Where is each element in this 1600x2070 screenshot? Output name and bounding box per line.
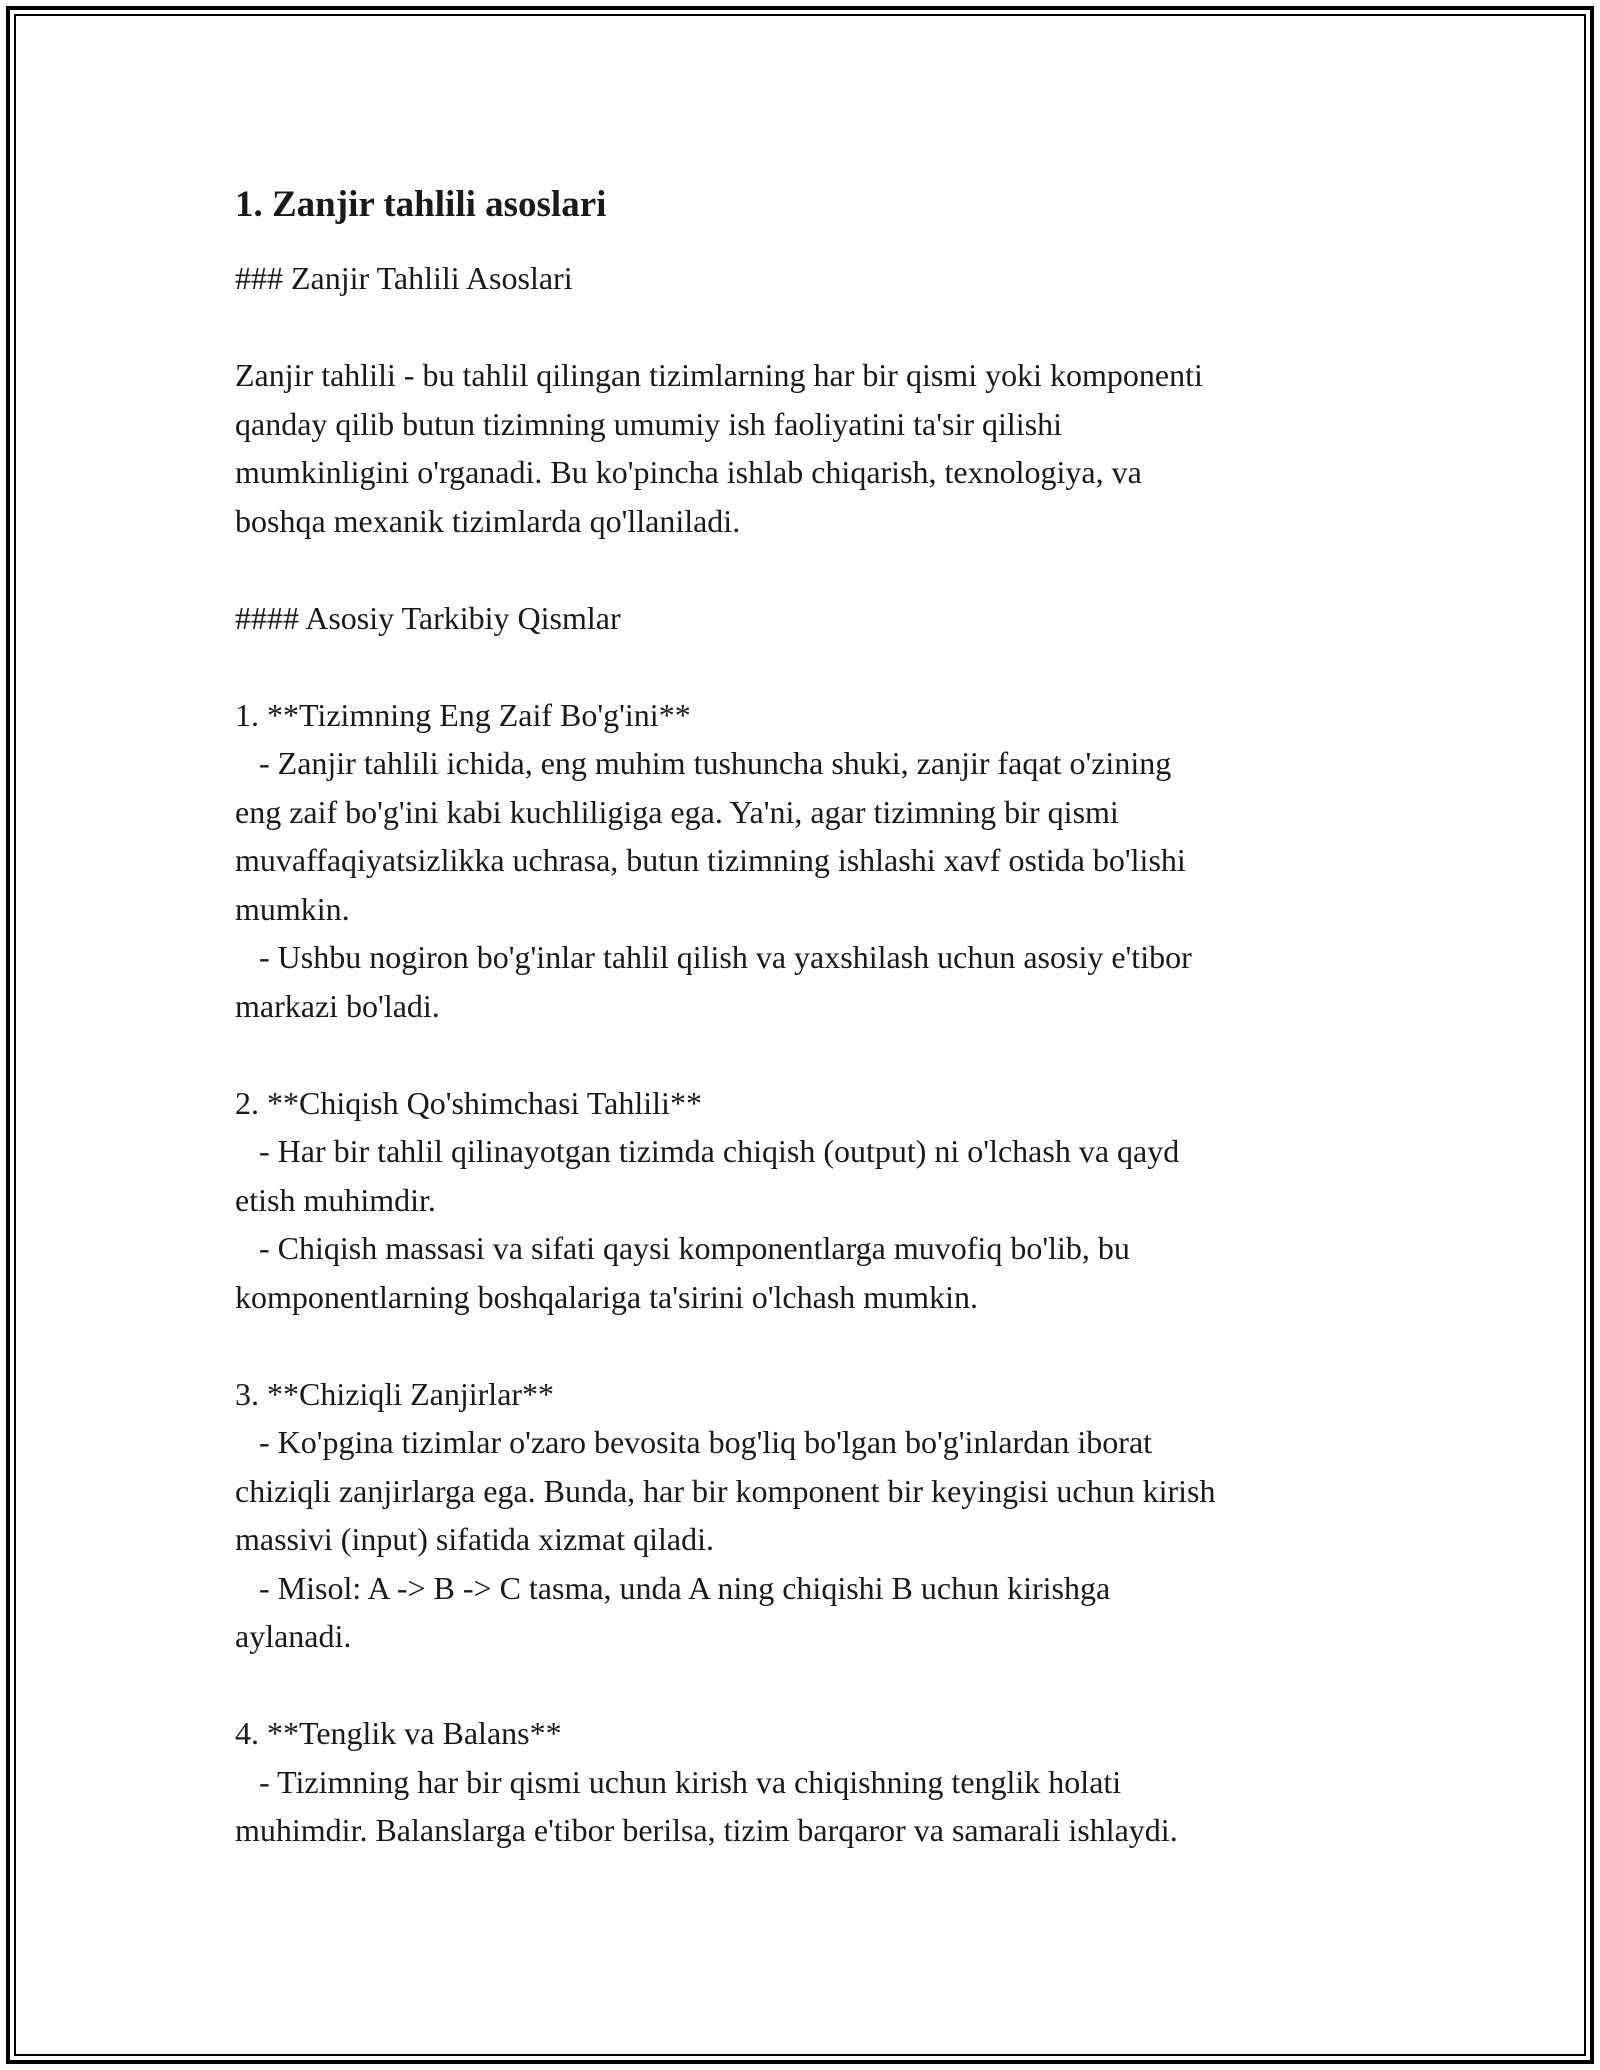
- text-line: - Ko'pgina tizimlar o'zaro bevosita bog'liq bo'lgan bo'g'inlardan iborat: [235, 1424, 1153, 1460]
- text-line: ### Zanjir Tahlili Asoslari: [235, 260, 573, 296]
- text-line: Zanjir tahlili - bu tahlil qilingan tizimlarning har bir qismi yoki komponenti: [235, 357, 1203, 393]
- text-line: - Misol: A -> B -> C tasma, unda A ning chiqishi B uchun kirishga: [235, 1569, 1111, 1606]
- blank-line: [235, 1030, 1385, 1079]
- text-line: muvaffaqiyatsizlikka uchrasa, butun tizimning ishlashi xavf ostida bo'lishi: [235, 842, 1186, 878]
- text-line: eng zaif bo'g'ini kabi kuchliligiga ega. Ya'ni, agar tizimning bir qismi: [235, 793, 1119, 830]
- text-line: - Tizimning har bir qismi uchun kirish va chiqishning tenglik holati: [235, 1763, 1122, 1800]
- text-line: 4. **Tenglik va Balans**: [235, 1715, 562, 1751]
- document-text: [235, 254, 1385, 1855]
- blank-line: [235, 1321, 1385, 1370]
- blank-line: [235, 642, 1385, 691]
- text-line: 2. **Chiqish Qo'shimchasi Tahlili**: [235, 1084, 702, 1121]
- text-line: komponentlarning boshqalariga ta'sirini o'lchash mumkin.: [235, 1278, 978, 1315]
- blank-line: [235, 545, 1385, 594]
- text-line: - Har bir tahlil qilinayotgan tizimda chiqish (output) ni o'lchash va qayd: [235, 1133, 1180, 1169]
- text-line: boshqa mexanik tizimlarda qo'llaniladi.: [235, 502, 741, 539]
- text-line: etish muhimdir.: [235, 1181, 436, 1218]
- text-line: - Ushbu nogiron bo'g'inlar tahlil qilish va yaxshilash uchun asosiy e'tibor: [235, 939, 1192, 975]
- text-line: chiziqli zanjirlarga ega. Bunda, har bir komponent bir keyingisi uchun kirish: [235, 1472, 1216, 1509]
- text-line: - Chiqish massasi va sifati qaysi komponentlarga muvofiq bo'lib, bu: [235, 1230, 1130, 1266]
- text-line: qanday qilib butun tizimning umumiy ish faoliyatini ta'sir qilishi: [235, 405, 1063, 442]
- text-line: markazi bo'ladi.: [235, 987, 440, 1024]
- text-line: massivi (input) sifatida xizmat qiladi.: [235, 1521, 715, 1557]
- text-line: 3. **Chiziqli Zanjirlar**: [235, 1375, 555, 1412]
- blank-line: [235, 1661, 1385, 1710]
- document-body: [235, 182, 1385, 1855]
- text-line: mumkinligini o'rganadi. Bu ko'pincha ishlab chiqarish, texnologiya, va: [235, 454, 1142, 490]
- document-title: 1. Zanjir tahlili asoslari: [235, 184, 607, 225]
- text-line: mumkin.: [235, 890, 350, 927]
- text-line: - Zanjir tahlili ichida, eng muhim tushuncha shuki, zanjir faqat o'zining: [235, 745, 1172, 781]
- text-line: muhimdir. Balanslarga e'tibor berilsa, tizim barqaror va samarali ishlaydi.: [235, 1812, 1178, 1848]
- text-line: #### Asosiy Tarkibiy Qismlar: [235, 599, 621, 636]
- text-line: 1. **Tizimning Eng Zaif Bo'g'ini**: [235, 696, 691, 733]
- blank-line: [235, 303, 1385, 352]
- text-line: aylanadi.: [235, 1618, 352, 1654]
